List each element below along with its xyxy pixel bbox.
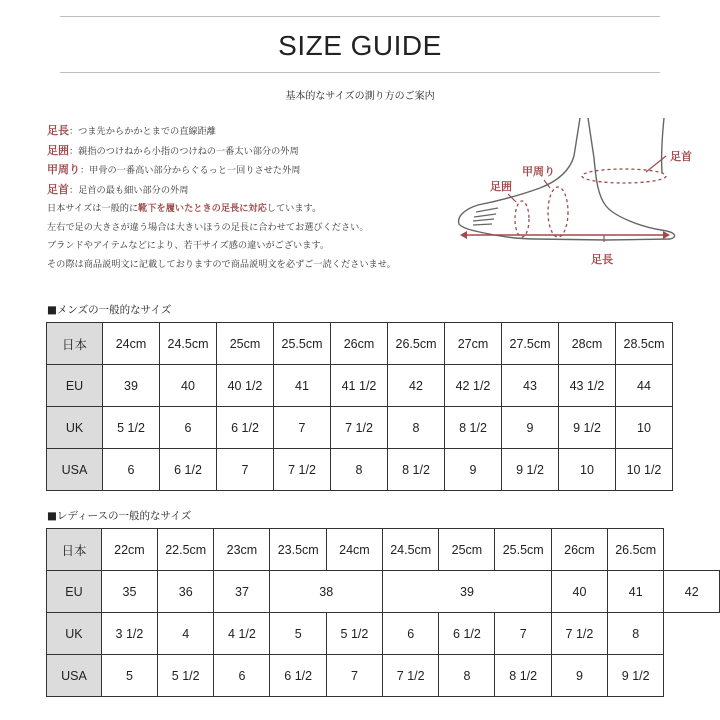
ladies-size-table [46, 528, 720, 697]
size-cell: 25.5cm [495, 529, 551, 571]
size-cell: 9 [445, 449, 502, 491]
row-header: USA [47, 449, 103, 491]
size-cell: 7 1/2 [274, 449, 331, 491]
ladies-row [47, 571, 720, 613]
size-cell: 26cm [551, 529, 607, 571]
row-header: UK [47, 613, 102, 655]
size-cell: 3 1/2 [101, 613, 157, 655]
size-cell: 10 [559, 449, 616, 491]
foot-diagram [456, 118, 706, 278]
desc-ashikubi: ：足首の最も細い部分の外周 [69, 184, 189, 196]
size-cell: 25.5cm [274, 323, 331, 365]
size-cell: 5 1/2 [326, 613, 382, 655]
ladies-row [47, 613, 720, 655]
size-cell: 26.5cm [388, 323, 445, 365]
size-cell: 6 [160, 407, 217, 449]
size-cell: 26.5cm [607, 529, 663, 571]
size-cell: 43 [502, 365, 559, 407]
size-cell: 40 1/2 [217, 365, 274, 407]
size-cell: 8 [439, 655, 495, 697]
note-ashii [47, 142, 467, 162]
label-koumawari: 甲周り [522, 165, 555, 178]
row-header: UK [47, 407, 103, 449]
mens-size-table [46, 322, 673, 491]
size-cell: 8 1/2 [495, 655, 551, 697]
size-cell: 8 [607, 613, 663, 655]
size-cell: 7 [495, 613, 551, 655]
size-cell: 44 [616, 365, 673, 407]
size-cell: 6 1/2 [270, 655, 326, 697]
term-ashii: 足囲 [47, 143, 69, 157]
size-cell: 7 1/2 [331, 407, 388, 449]
note-ashinaga [47, 122, 467, 142]
term-koumawari: 甲周り [47, 163, 80, 176]
ball-circumference-ring [515, 201, 529, 237]
size-cell: 23.5cm [270, 529, 326, 571]
size-cell: 9 1/2 [559, 407, 616, 449]
note-description: その際は商品説明文に記載しておりますので商品説明文を必ずご一読くださいませ。 [47, 258, 396, 270]
note-left-right: 左右で足の大きさが違う場合は大きいほうの足長に合わせてお選びください。 [47, 221, 369, 233]
mens-row [47, 365, 673, 407]
size-cell: 41 [607, 571, 663, 613]
size-cell: 5 1/2 [103, 407, 160, 449]
size-cell: 27.5cm [502, 323, 559, 365]
size-cell: 6 [382, 613, 438, 655]
foot-outline [459, 118, 675, 240]
row-header: 日本 [47, 323, 103, 365]
size-cell: 37 [214, 571, 270, 613]
size-cell: 8 1/2 [388, 449, 445, 491]
note-ashikubi [47, 181, 467, 201]
row-header: 日本 [47, 529, 102, 571]
size-cell: 6 1/2 [439, 613, 495, 655]
label-ashikubi: 足首 [670, 150, 692, 163]
size-cell: 9 [502, 407, 559, 449]
size-cell: 39 [103, 365, 160, 407]
size-cell: 9 [551, 655, 607, 697]
size-cell: 8 [331, 449, 388, 491]
size-cell: 40 [160, 365, 217, 407]
size-cell: 24cm [103, 323, 160, 365]
ladies-row [47, 655, 720, 697]
size-cell: 6 1/2 [217, 407, 274, 449]
length-arrow-head-left [460, 231, 467, 239]
title-rule-bottom [60, 72, 660, 73]
row-header: EU [47, 571, 102, 613]
size-cell: 28.5cm [616, 323, 673, 365]
ankle-leader-line [646, 156, 666, 172]
size-cell: 39 [382, 571, 551, 613]
size-cell: 25cm [217, 323, 274, 365]
japan-note-pre: 日本サイズは一般的に [47, 203, 139, 214]
size-cell: 9 1/2 [502, 449, 559, 491]
size-cell: 35 [101, 571, 157, 613]
size-cell: 6 [214, 655, 270, 697]
size-cell: 5 [270, 613, 326, 655]
size-cell: 26cm [331, 323, 388, 365]
size-cell: 36 [157, 571, 213, 613]
measurement-notes [47, 122, 467, 274]
size-cell: 42 [664, 571, 720, 613]
desc-ashii: ：親指のつけねから小指のつけねの一番太い部分の外周 [69, 145, 299, 157]
japan-note-post: しています。 [266, 203, 322, 214]
mens-row [47, 323, 673, 365]
mens-row [47, 407, 673, 449]
size-cell: 7 1/2 [551, 613, 607, 655]
size-cell: 23cm [214, 529, 270, 571]
size-cell: 7 1/2 [382, 655, 438, 697]
size-cell: 38 [270, 571, 383, 613]
size-cell: 25cm [439, 529, 495, 571]
page-title: SIZE GUIDE [278, 30, 442, 61]
size-cell: 4 1/2 [214, 613, 270, 655]
note-brand: ブランドやアイテムなどにより、若干サイズ感の違いがございます。 [47, 240, 330, 251]
size-cell: 28cm [559, 323, 616, 365]
size-cell: 42 [388, 365, 445, 407]
size-cell: 10 1/2 [616, 449, 673, 491]
desc-koumawari: ：甲骨の一番高い部分からぐるっと一回りさせた外周 [80, 165, 301, 176]
mens-row [47, 449, 673, 491]
size-cell: 22.5cm [157, 529, 213, 571]
size-cell: 42 1/2 [445, 365, 502, 407]
mens-section-label: ■メンズの一般的なサイズ [47, 304, 172, 316]
instep-circumference-ring [548, 187, 568, 237]
title-rule-top [60, 16, 660, 17]
size-cell: 24.5cm [382, 529, 438, 571]
ladies-section-label: ■レディースの一般的なサイズ [47, 510, 192, 522]
term-ashikubi: 足首 [47, 182, 69, 196]
ankle-circumference-ring [582, 169, 666, 183]
size-cell: 6 [103, 449, 160, 491]
note-koumawari [47, 161, 467, 181]
size-cell: 22cm [101, 529, 157, 571]
label-ashii: 足囲 [490, 180, 512, 193]
size-cell: 5 1/2 [157, 655, 213, 697]
size-cell: 10 [616, 407, 673, 449]
size-cell: 7 [326, 655, 382, 697]
size-cell: 8 1/2 [445, 407, 502, 449]
size-cell: 40 [551, 571, 607, 613]
row-header: EU [47, 365, 103, 407]
size-cell: 4 [157, 613, 213, 655]
foot-outline-back [662, 118, 664, 173]
desc-ashinaga: ：つま先からかかとまでの直線距離 [69, 126, 216, 137]
page-subtitle: 基本的なサイズの測り方のご案内 [285, 91, 435, 102]
note-japan-size [47, 200, 467, 219]
japan-note-emphasis: 靴下を履いたときの足長に対応 [138, 203, 267, 214]
size-cell: 24.5cm [160, 323, 217, 365]
size-cell: 8 [388, 407, 445, 449]
size-cell: 5 [101, 655, 157, 697]
size-cell: 9 1/2 [607, 655, 663, 697]
size-cell: 41 1/2 [331, 365, 388, 407]
row-header: USA [47, 655, 102, 697]
size-cell: 6 1/2 [160, 449, 217, 491]
size-cell: 7 [217, 449, 274, 491]
size-cell: 43 1/2 [559, 365, 616, 407]
size-cell: 24cm [326, 529, 382, 571]
ladies-row [47, 529, 720, 571]
size-cell: 7 [274, 407, 331, 449]
size-cell: 41 [274, 365, 331, 407]
toe-lines [473, 208, 498, 225]
term-ashinaga: 足長 [47, 124, 69, 137]
size-cell: 27cm [445, 323, 502, 365]
label-ashinaga: 足長 [591, 253, 613, 266]
